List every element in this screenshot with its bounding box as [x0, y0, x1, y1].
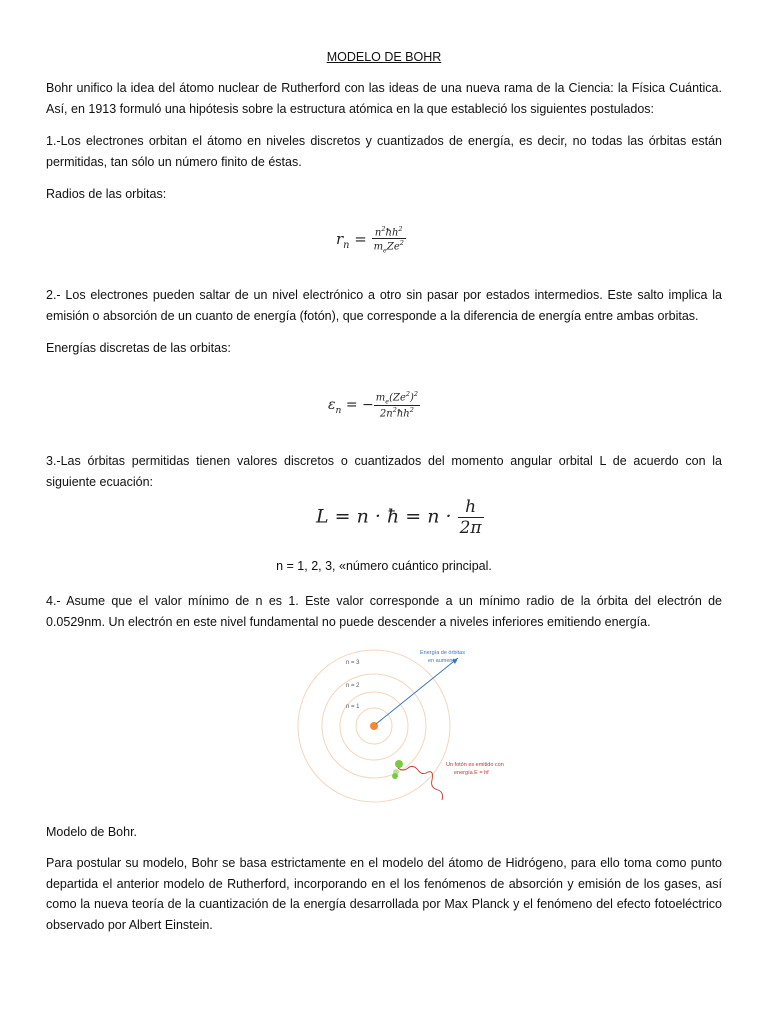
energy-arrow — [376, 658, 458, 724]
photon-label-line1: Un fotón es emitido con — [446, 762, 504, 768]
photon-label-line2: energía E = hf — [454, 770, 489, 776]
level-n3-label: n = 3 — [346, 660, 360, 666]
level-n1-label: n = 1 — [346, 704, 360, 710]
energias-label: Energías discretas de las orbitas: — [46, 341, 231, 355]
intro-paragraph: Bohr unifico la idea del átomo nuclear de Rutherford con las ideas de una nueva rama de la Ciencia: la Física Cuántica. Así, en 1913 formuló una hipótesis sobre la estructura atómica en la que estableció los siguientes postulados: — [46, 81, 722, 116]
document-title: MODELO DE BOHR — [326, 50, 442, 64]
energy-label-line1: Energía de órbitas — [420, 650, 465, 656]
bohr-atom-diagram — [298, 640, 504, 810]
electron-lower — [392, 773, 398, 779]
photon-wave — [398, 766, 443, 800]
section-heading: Modelo de Bohr. — [46, 825, 138, 839]
angular-momentum-formula: L = n · ħ = n · $\frac{h}{2\pi}$ — [316, 497, 482, 538]
postulate-3: 3.-Las órbitas permitidas tienen valores discretos o cuantizados del momento angular orbital L de acuerdo con la siguiente ecuación: — [46, 454, 722, 489]
level-n2-label: n = 2 — [346, 683, 360, 689]
energy-formula: $\varepsilon_n$ = − $\frac{m_e(Ze^2)^2}{2n^2ħh^2}$ — [328, 390, 419, 420]
radios-label: Radios de las orbitas: — [46, 187, 167, 201]
radius-formula: $r_n$ = $\frac{n^2ħh^2}{m_eZe^2}$ — [336, 225, 404, 255]
energy-label-line2: en aumento — [428, 658, 458, 664]
electron-upper — [395, 760, 403, 768]
postulate-1: 1.-Los electrones orbitan el átomo en niveles discretos y cuantizados de energía, es decir, no todas las órbitas están permitidas, tan sólo un número finito de éstas. — [46, 134, 722, 169]
quantum-number-line: n = 1, 2, 3, «número cuántico principal. — [276, 559, 492, 573]
final-paragraph: Para postular su modelo, Bohr se basa estrictamente en el modelo del átomo de Hidrógeno, para ello toma como punto departida el anterior modelo de Rutherford, incorporando en el los fenómenos de absorción y emisión de los gases, así como la nueva teoría de la cuantización de la energía desarrollada por Max Planck y el fenómeno del efecto fotoeléctrico observado por Albert Einstein. — [46, 856, 722, 932]
postulate-2: 2.- Los electrones pueden saltar de un nivel electrónico a otro sin pasar por estados intermedios. Este salto implica la emisión o absorción de un cuanto de energía (fotón), que corresponde a la diferencia de energía entre ambas orbitas. — [46, 288, 722, 323]
postulate-4: 4.- Asume que el valor mínimo de n es 1. Este valor corresponde a un mínimo radio de la órbita del electrón de 0.0529nm. Un electrón en este nivel fundamental no puede descender a niveles inferiores emitiendo energía. — [46, 594, 722, 629]
